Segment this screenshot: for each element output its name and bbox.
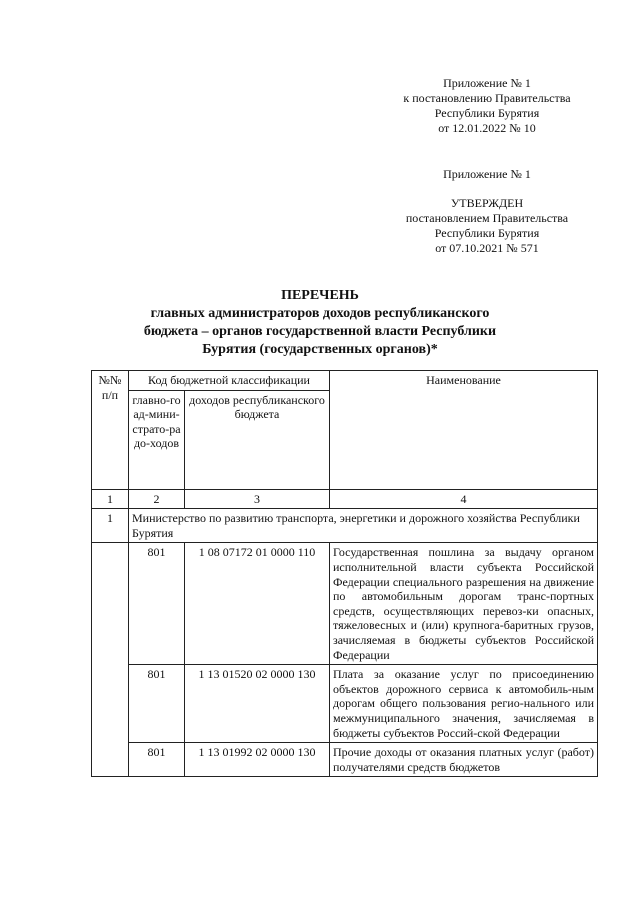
appendix-line: к постановлению Правительства: [403, 91, 571, 105]
column-number: 4: [330, 489, 598, 509]
section-number: 1: [92, 509, 129, 543]
header-number: №№ п/п: [92, 371, 129, 490]
administrators-table: [91, 370, 598, 777]
revenue-name-cell: Плата за оказание услуг по присоединению объектов дорожного сервиса к автомобиль-ным дорогам общего пользования регио-нального или межмуниципального значения, зачисляемая в бюджеты субъектов Россий-ской Федерации: [330, 665, 598, 743]
revenue-code-cell: 1 13 01992 02 0000 130: [185, 743, 330, 777]
column-number-row: [92, 489, 598, 509]
appendix-line: от 12.01.2022 № 10: [438, 121, 536, 135]
table-header-row: [92, 371, 598, 391]
header-code: Код бюджетной классификации: [129, 371, 330, 391]
table-row: [92, 665, 598, 743]
revenue-name-cell: Прочие доходы от оказания платных услуг (работ) получателями средств бюджетов: [330, 743, 598, 777]
appendix-line: постановлением Правительства: [405, 211, 569, 225]
empty-cell: [92, 543, 129, 777]
header-name: Наименование: [330, 371, 598, 490]
revenue-name-cell: Государственная пошлина за выдачу органом исполнительной власти субъекта Российской Федерации специального разрешения на движение по автомобильным дорогам транс-портных средств, осуществляющих перевоз-ки опасных, тяжеловесных и (или) крупнога-баритных грузов, зачисляемая в бюджеты субъектов Российской Федерации: [330, 543, 598, 665]
appendix-line: от 07.10.2021 № 571: [435, 241, 539, 255]
title-line: бюджета – органов государственной власти Республики: [143, 324, 497, 339]
appendix-line: Республики Бурятия: [434, 226, 540, 240]
admin-code-cell: 801: [129, 743, 185, 777]
title-line: ПЕРЕЧЕНЬ: [281, 288, 359, 303]
title-line: Бурятия (государственных органов)*: [202, 342, 438, 357]
column-number: 3: [185, 489, 330, 509]
header-admin: главно-го ад-мини-страто-ра до-ходов: [129, 390, 185, 489]
section-row: [92, 509, 598, 543]
title-line: главных администраторов доходов республиканского: [150, 306, 490, 321]
table-row: [92, 543, 598, 665]
header-revenue: доходов республиканского бюджета: [185, 390, 330, 489]
column-number: 2: [129, 489, 185, 509]
admin-code-cell: 801: [129, 665, 185, 743]
appendix-line: Республики Бурятия: [434, 106, 540, 120]
revenue-code-cell: 1 08 07172 01 0000 110: [185, 543, 330, 665]
revenue-code-cell: 1 13 01520 02 0000 130: [185, 665, 330, 743]
appendix-line: Приложение № 1: [443, 167, 531, 181]
appendix-block-amendment: [372, 76, 602, 136]
appendix-block-original: [372, 167, 602, 256]
document-title: [70, 287, 570, 359]
admin-code-cell: 801: [129, 543, 185, 665]
section-title: Министерство по развитию транспорта, энергетики и дорожного хозяйства Республики Бурятия: [129, 509, 598, 543]
appendix-line: УТВЕРЖДЕН: [450, 196, 524, 210]
appendix-line: Приложение № 1: [443, 76, 531, 90]
table-row: [92, 743, 598, 777]
column-number: 1: [92, 489, 129, 509]
